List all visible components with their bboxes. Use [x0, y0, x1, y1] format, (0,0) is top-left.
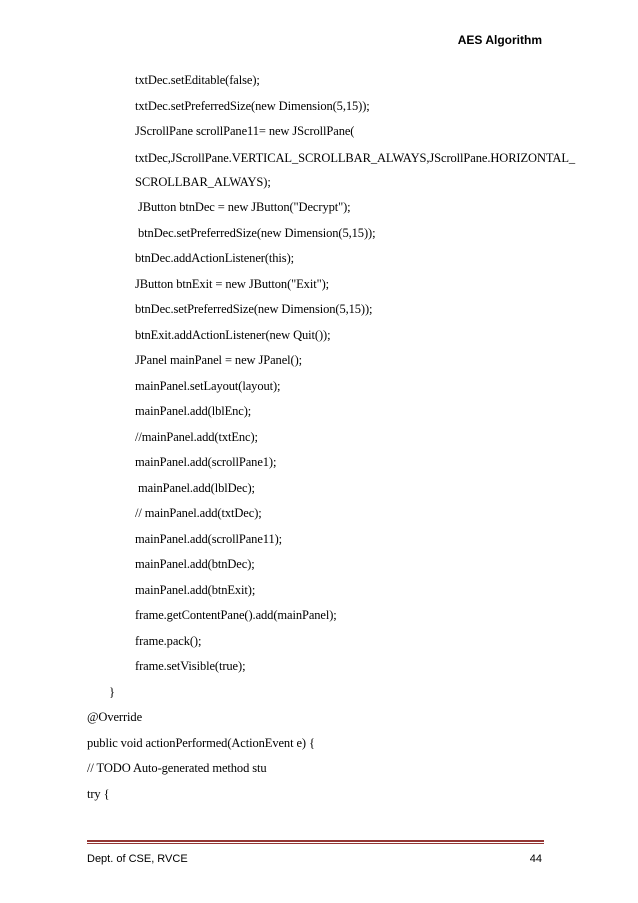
- code-line: public void actionPerformed(ActionEvent e) {: [87, 735, 315, 750]
- code-line: btnDec.setPreferredSize(new Dimension(5,15));: [135, 225, 376, 240]
- code-line-text: txtDec,JScrollPane.VERTICAL_SCROLLBAR_ALWAYS,JScrollPane.HORIZONTAL_: [135, 150, 576, 165]
- code-listing: [87, 68, 576, 807]
- code-line: mainPanel.add(lblDec);: [135, 480, 255, 495]
- code-line: mainPanel.add(scrollPane11);: [135, 531, 283, 546]
- code-line: SCROLLBAR_ALWAYS);: [135, 174, 271, 189]
- code-line: mainPanel.add(lblEnc);: [135, 404, 252, 418]
- code-line: txtDec.setPreferredSize(new Dimension(5,15));: [135, 98, 370, 113]
- code-line: // TODO Auto-generated method stu: [87, 761, 267, 775]
- code-line: frame.pack();: [135, 633, 202, 648]
- code-line: }: [109, 684, 115, 699]
- code-line: btnDec.addActionListener(this);: [135, 251, 295, 265]
- footer-rule: [87, 840, 544, 842]
- code-line: mainPanel.add(btnExit);: [135, 582, 256, 597]
- code-line: JScrollPane scrollPane11= new JScrollPane(: [135, 124, 355, 138]
- code-line: txtDec.setEditable(false);: [135, 73, 260, 87]
- code-line: frame.setVisible(true);: [135, 659, 246, 673]
- footer-rule-thin: [87, 843, 544, 844]
- running-header: AES Algorithm: [457, 33, 542, 47]
- code-line: JButton btnExit = new JButton("Exit");: [135, 276, 330, 291]
- code-line-wrapped: [87, 145, 576, 170]
- code-line: // mainPanel.add(txtDec);: [135, 506, 262, 520]
- code-line: mainPanel.setLayout(layout);: [135, 378, 281, 393]
- code-line: JPanel mainPanel = new JPanel();: [135, 353, 303, 367]
- page-number: 44: [529, 853, 542, 865]
- code-line: mainPanel.add(btnDec);: [135, 557, 255, 571]
- code-line: try {: [87, 786, 110, 801]
- code-line: btnExit.addActionListener(new Quit());: [135, 327, 331, 342]
- code-line: JButton btnDec = new JButton("Decrypt");: [135, 200, 351, 214]
- code-line: @Override: [87, 710, 143, 724]
- code-line: btnDec.setPreferredSize(new Dimension(5,15));: [135, 302, 373, 316]
- code-line: frame.getContentPane().add(mainPanel);: [135, 608, 337, 622]
- code-line: mainPanel.add(scrollPane1);: [135, 455, 277, 469]
- code-line: //mainPanel.add(txtEnc);: [135, 429, 258, 444]
- footer-department: Dept. of CSE, RVCE: [87, 853, 188, 865]
